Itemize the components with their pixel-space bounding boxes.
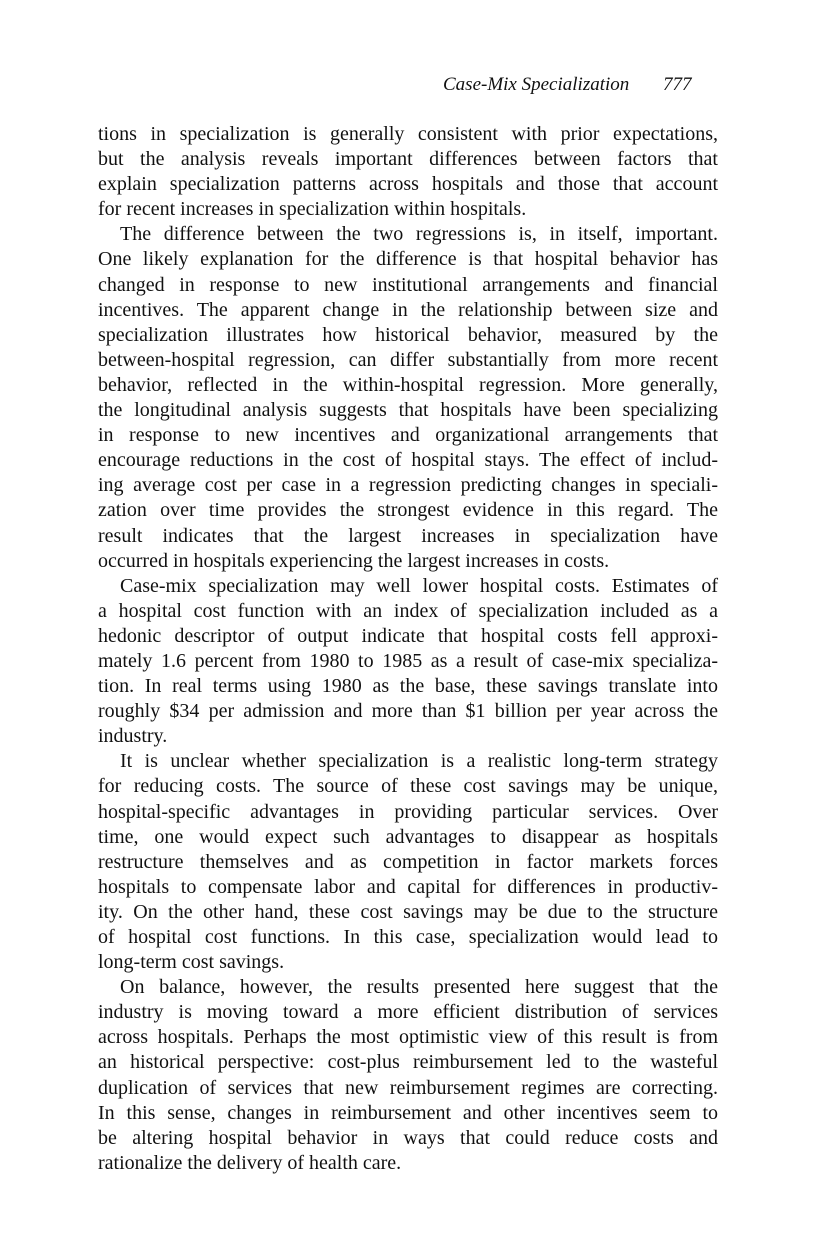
text-line: for recent increases in specialization within hospitals. [98, 198, 527, 221]
text-line: the longitudinal analysis suggests that hospitals have been specializing [98, 399, 718, 422]
body-text [98, 122, 718, 1176]
text-line: In this sense, changes in reimbursement and other incentives seem to [98, 1101, 718, 1124]
text-line: but the analysis reveals important differences between factors that [98, 148, 718, 171]
text-line: explain specialization patterns across hospitals and those that account [98, 173, 718, 196]
text-line: in response to new incentives and organizational arrangements that [98, 424, 718, 447]
paragraph [98, 222, 718, 573]
text-line: between-hospital regression, can differ substantially from more recent [98, 348, 718, 371]
text-line: long-term cost savings. [98, 951, 285, 974]
paragraph [98, 975, 718, 1176]
text-line: hospitals to compensate labor and capital for differences in productiv- [98, 875, 718, 898]
text-line: On balance, however, the results presented here suggest that the [120, 976, 718, 999]
text-line: duplication of services that new reimbursement regimes are correcting. [98, 1076, 718, 1099]
paragraph [98, 749, 718, 975]
paragraph [98, 574, 718, 750]
text-line: restructure themselves and as competition in factor markets forces [98, 850, 718, 873]
text-line: Case-mix specialization may well lower hospital costs. Estimates of [120, 574, 718, 597]
text-line: of hospital cost functions. In this case, specialization would lead to [98, 926, 718, 948]
text-line: zation over time provides the strongest evidence in this regard. The [98, 499, 718, 522]
text-line: hospital-specific advantages in providing particular services. Over [98, 800, 718, 823]
text-line: One likely explanation for the difference is that hospital behavior has [98, 248, 718, 271]
text-line: incentives. The apparent change in the relationship between size and [98, 298, 718, 321]
text-line: an historical perspective: cost-plus reimbursement led to the wasteful [98, 1051, 718, 1074]
text-line: tions in specialization is generally consistent with prior expectations, [98, 123, 718, 145]
text-line: industry is moving toward a more efficient distribution of services [98, 1001, 718, 1024]
text-line: specialization illustrates how historical behavior, measured by the [98, 323, 718, 346]
text-line: roughly $34 per admission and more than $1 billion per year across the [98, 700, 718, 723]
text-line: for reducing costs. The source of these cost savings may be unique, [98, 775, 718, 798]
text-line: occurred in hospitals experiencing the largest increases in costs. [98, 549, 610, 572]
paragraph [98, 122, 718, 222]
text-line: a hospital cost function with an index of specialization included as a [98, 599, 718, 622]
page-header [0, 74, 816, 102]
text-line: It is unclear whether specialization is a realistic long-term strategy [120, 750, 718, 773]
text-line: time, one would expect such advantages to disappear as hospitals [98, 825, 718, 848]
text-line: encourage reductions in the cost of hospital stays. The effect of includ- [98, 449, 718, 472]
page-number: 777 [663, 74, 692, 95]
text-line: changed in response to new institutional arrangements and financial [98, 273, 718, 296]
running-title: Case-Mix Specialization [443, 74, 630, 95]
text-line: result indicates that the largest increases in specialization have [98, 524, 718, 547]
text-line: industry. [98, 725, 168, 748]
text-line: be altering hospital behavior in ways that could reduce costs and [98, 1126, 718, 1149]
text-line: behavior, reflected in the within-hospital regression. More generally, [98, 373, 718, 396]
text-line: tion. In real terms using 1980 as the base, these savings translate into [98, 675, 718, 698]
text-line: hedonic descriptor of output indicate that hospital costs fell approxi- [98, 624, 718, 647]
text-line: across hospitals. Perhaps the most optimistic view of this result is from [98, 1026, 718, 1049]
text-line: rationalize the delivery of health care. [98, 1151, 402, 1174]
text-line: mately 1.6 percent from 1980 to 1985 as a result of case-mix specializa- [98, 649, 718, 672]
text-line: The difference between the two regressions is, in itself, important. [120, 223, 718, 246]
text-line: ity. On the other hand, these cost savings may be due to the structure [98, 900, 718, 923]
text-line: ing average cost per case in a regression predicting changes in speciali- [98, 474, 718, 497]
